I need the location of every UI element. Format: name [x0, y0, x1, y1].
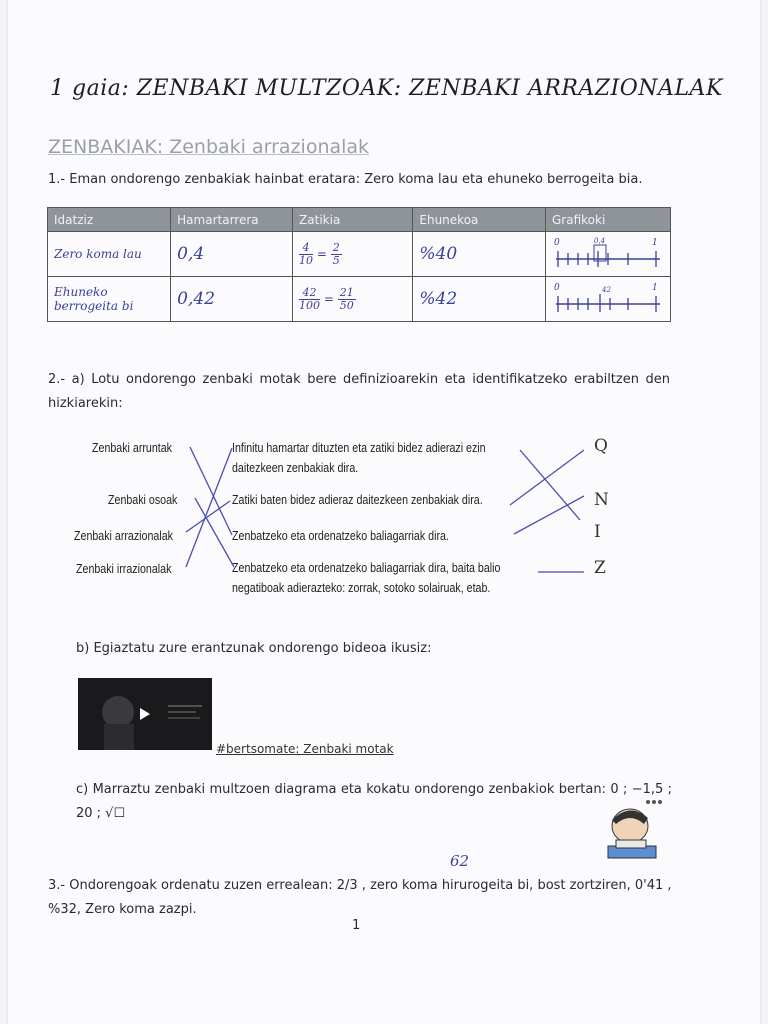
- type-irrational: Zenbaki irrazionalak: [76, 561, 172, 576]
- number-line-graphic: [552, 233, 664, 273]
- video-link[interactable]: #bertsomate: Zenbaki motak: [216, 742, 394, 756]
- type-integer: Zenbaki osoak: [108, 492, 178, 507]
- header-hamartarrera: Hamartarrera: [171, 208, 293, 232]
- question-2-text: 2.- a) Lotu ondorengo zenbaki motak bere definizioarekin eta identifikatzeko erabiltzen den hizkiarekin:: [48, 372, 670, 411]
- question-2c-text: c) Marraztu zenbaki multzoen diagrama eta kokatu ondorengo zenbakiok bertan: 0 ; −1,5 ; 20 ; √☐: [76, 782, 672, 821]
- header-idatziz: Idatziz: [48, 208, 171, 232]
- cell-written: Zero koma lau: [48, 232, 171, 277]
- cell-percent: %42: [413, 277, 546, 322]
- svg-text:0: 0: [554, 282, 560, 293]
- cell-fraction: $\frac{4}{10}$ = $\frac{2}{5}$: [293, 232, 413, 277]
- definition-1: Infinitu hamartar dituzten eta zatiki bidez adierazi ezin daitezkeen zenbakiak dira.: [232, 440, 486, 475]
- student-reading-icon: [598, 796, 670, 866]
- page-number: 1: [352, 918, 361, 933]
- definition-3: Zenbatzeko eta ordenatzeko baliagarriak dira.: [232, 528, 449, 543]
- video-thumbnail[interactable]: [78, 678, 212, 750]
- cell-written: Ehuneko berrogeita bi: [48, 277, 171, 322]
- svg-text:42: 42: [602, 285, 611, 294]
- cell-decimal: 0,42: [171, 277, 293, 322]
- cell-fraction: $\frac{42}{100}$ = $\frac{21}{50}$: [293, 277, 413, 322]
- number-forms-table: [47, 207, 671, 322]
- type-rational: Zenbaki arrazionalak: [74, 528, 173, 543]
- cell-graph: [546, 277, 671, 322]
- question-2b-text: b) Egiaztatu zure erantzunak ondorengo bideoa ikusiz:: [76, 641, 432, 656]
- table-row: [48, 277, 671, 322]
- header-grafikoki: Grafikoki: [546, 208, 671, 232]
- section-subtitle: ZENBAKIAK: Zenbaki arrazionalak: [48, 136, 370, 158]
- page-title: 1 gaia: ZENBAKI MULTZOAK: ZENBAKI ARRAZIONALAK: [50, 76, 723, 101]
- symbol-z: Z: [594, 558, 606, 578]
- header-ehunekoa: Ehunekoa: [413, 208, 546, 232]
- type-natural: Zenbaki arruntak: [92, 440, 173, 455]
- table-row: [48, 232, 671, 277]
- play-icon: [78, 678, 212, 750]
- cell-percent: %40: [413, 232, 546, 277]
- symbol-i: I: [594, 522, 601, 542]
- cell-decimal: 0,4: [171, 232, 293, 277]
- number-line-graphic: [552, 278, 664, 318]
- svg-text:1: 1: [652, 282, 658, 293]
- svg-text:0,4: 0,4: [594, 236, 606, 245]
- svg-text:1: 1: [652, 237, 658, 248]
- svg-text:0: 0: [554, 237, 560, 248]
- symbol-q: Q: [594, 436, 608, 456]
- symbol-n: N: [594, 490, 609, 510]
- definition-4: Zenbatzeko eta ordenatzeko baliagarriak dira, baita balio negatiboak adierazteko: zorrak, sotoko solairuak, etab.: [232, 560, 501, 595]
- cell-graph: [546, 232, 671, 277]
- question-1-text: 1.- Eman ondorengo zenbakiak hainbat eratara: Zero koma lau eta ehuneko berrogeita bia.: [48, 172, 643, 187]
- header-zatikia: Zatikia: [293, 208, 413, 232]
- definition-2: Zatiki baten bidez adieraz daitezkeen zenbakiak dira.: [232, 492, 483, 507]
- handwritten-note: 62: [450, 852, 470, 870]
- question-3-text: 3.- Ondorengoak ordenatu zuzen errealean: 2/3 , zero koma hirurogeita bi, bost zortziren, 0'41 , %32, Zero koma zazpi.: [48, 878, 672, 917]
- table-header-row: [48, 208, 671, 232]
